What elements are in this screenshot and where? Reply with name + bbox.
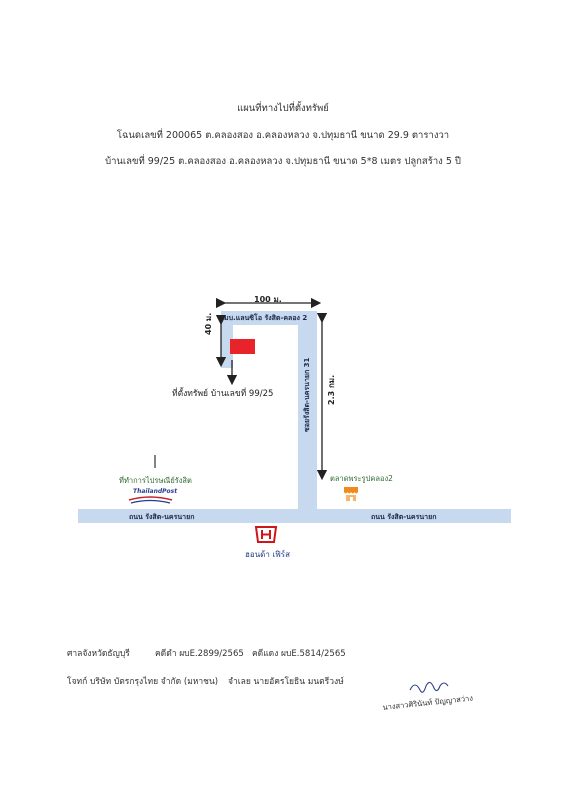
post-logo-text: ThailandPost [133,488,178,495]
market-icon [344,487,358,501]
property-label: ที่ตั้งทรัพย์ บ้านเลขที่ 99/25 [172,389,274,399]
court-name: ศาลจังหวัดธัญบุรี [67,649,130,659]
dist-left-label: 40 ม. [204,312,213,335]
dist-right-label: 2.3 กม. [327,374,336,405]
dist-top-label: 100 ม. [254,295,282,304]
case-red: คดีแดง ผบE.5814/2565 [252,649,346,659]
post-logo-icon [129,497,172,503]
plaintiff: โจทก์ บริษัท บัตรกรุงไทย จำกัด (มหาชน) [67,677,219,687]
signer-name: นางสาวศิรินันท์ ปัญญาสว่าง [382,693,474,712]
map-title: แผนที่ทางไปที่ตั้งทรัพย์ [237,103,329,114]
honda-label: ฮอนด้า เฟิร์ส [245,550,290,559]
deed-info: โฉนดเลขที่ 200065 ต.คลองสอง อ.คลองหลวง จ.ปทุมธานี ขนาด 29.9 ตารางวา [116,130,450,141]
market-label: ตลาดพระรูปคลอง2 [330,474,393,483]
main-road-label-left: ถนน รังสิต-นครนายก [129,513,195,521]
post-office-label: ที่ทำการไปรษณีย์รังสิต [119,476,192,485]
honda-logo-icon [256,527,276,542]
main-road-label-right: ถนน รังสิต-นครนายก [371,513,437,521]
defendant: จำเลย นายอัครโยธิน มนตรีวงษ์ [228,677,344,687]
top-road-label: มบ.แลนซิโอ รังสิต-คลอง 2 [224,314,308,322]
house-info: บ้านเลขที่ 99/25 ต.คลองสอง อ.คลองหลวง จ.ปทุมธานี ขนาด 5*8 เมตร ปลูกสร้าง 5 ปี [105,156,461,167]
case-black: คดีดำ ผบE.2899/2565 [155,649,244,659]
vertical-road-label: ซอยรังสิต-นครนายก 31 [303,357,311,432]
signature-icon [410,682,448,692]
